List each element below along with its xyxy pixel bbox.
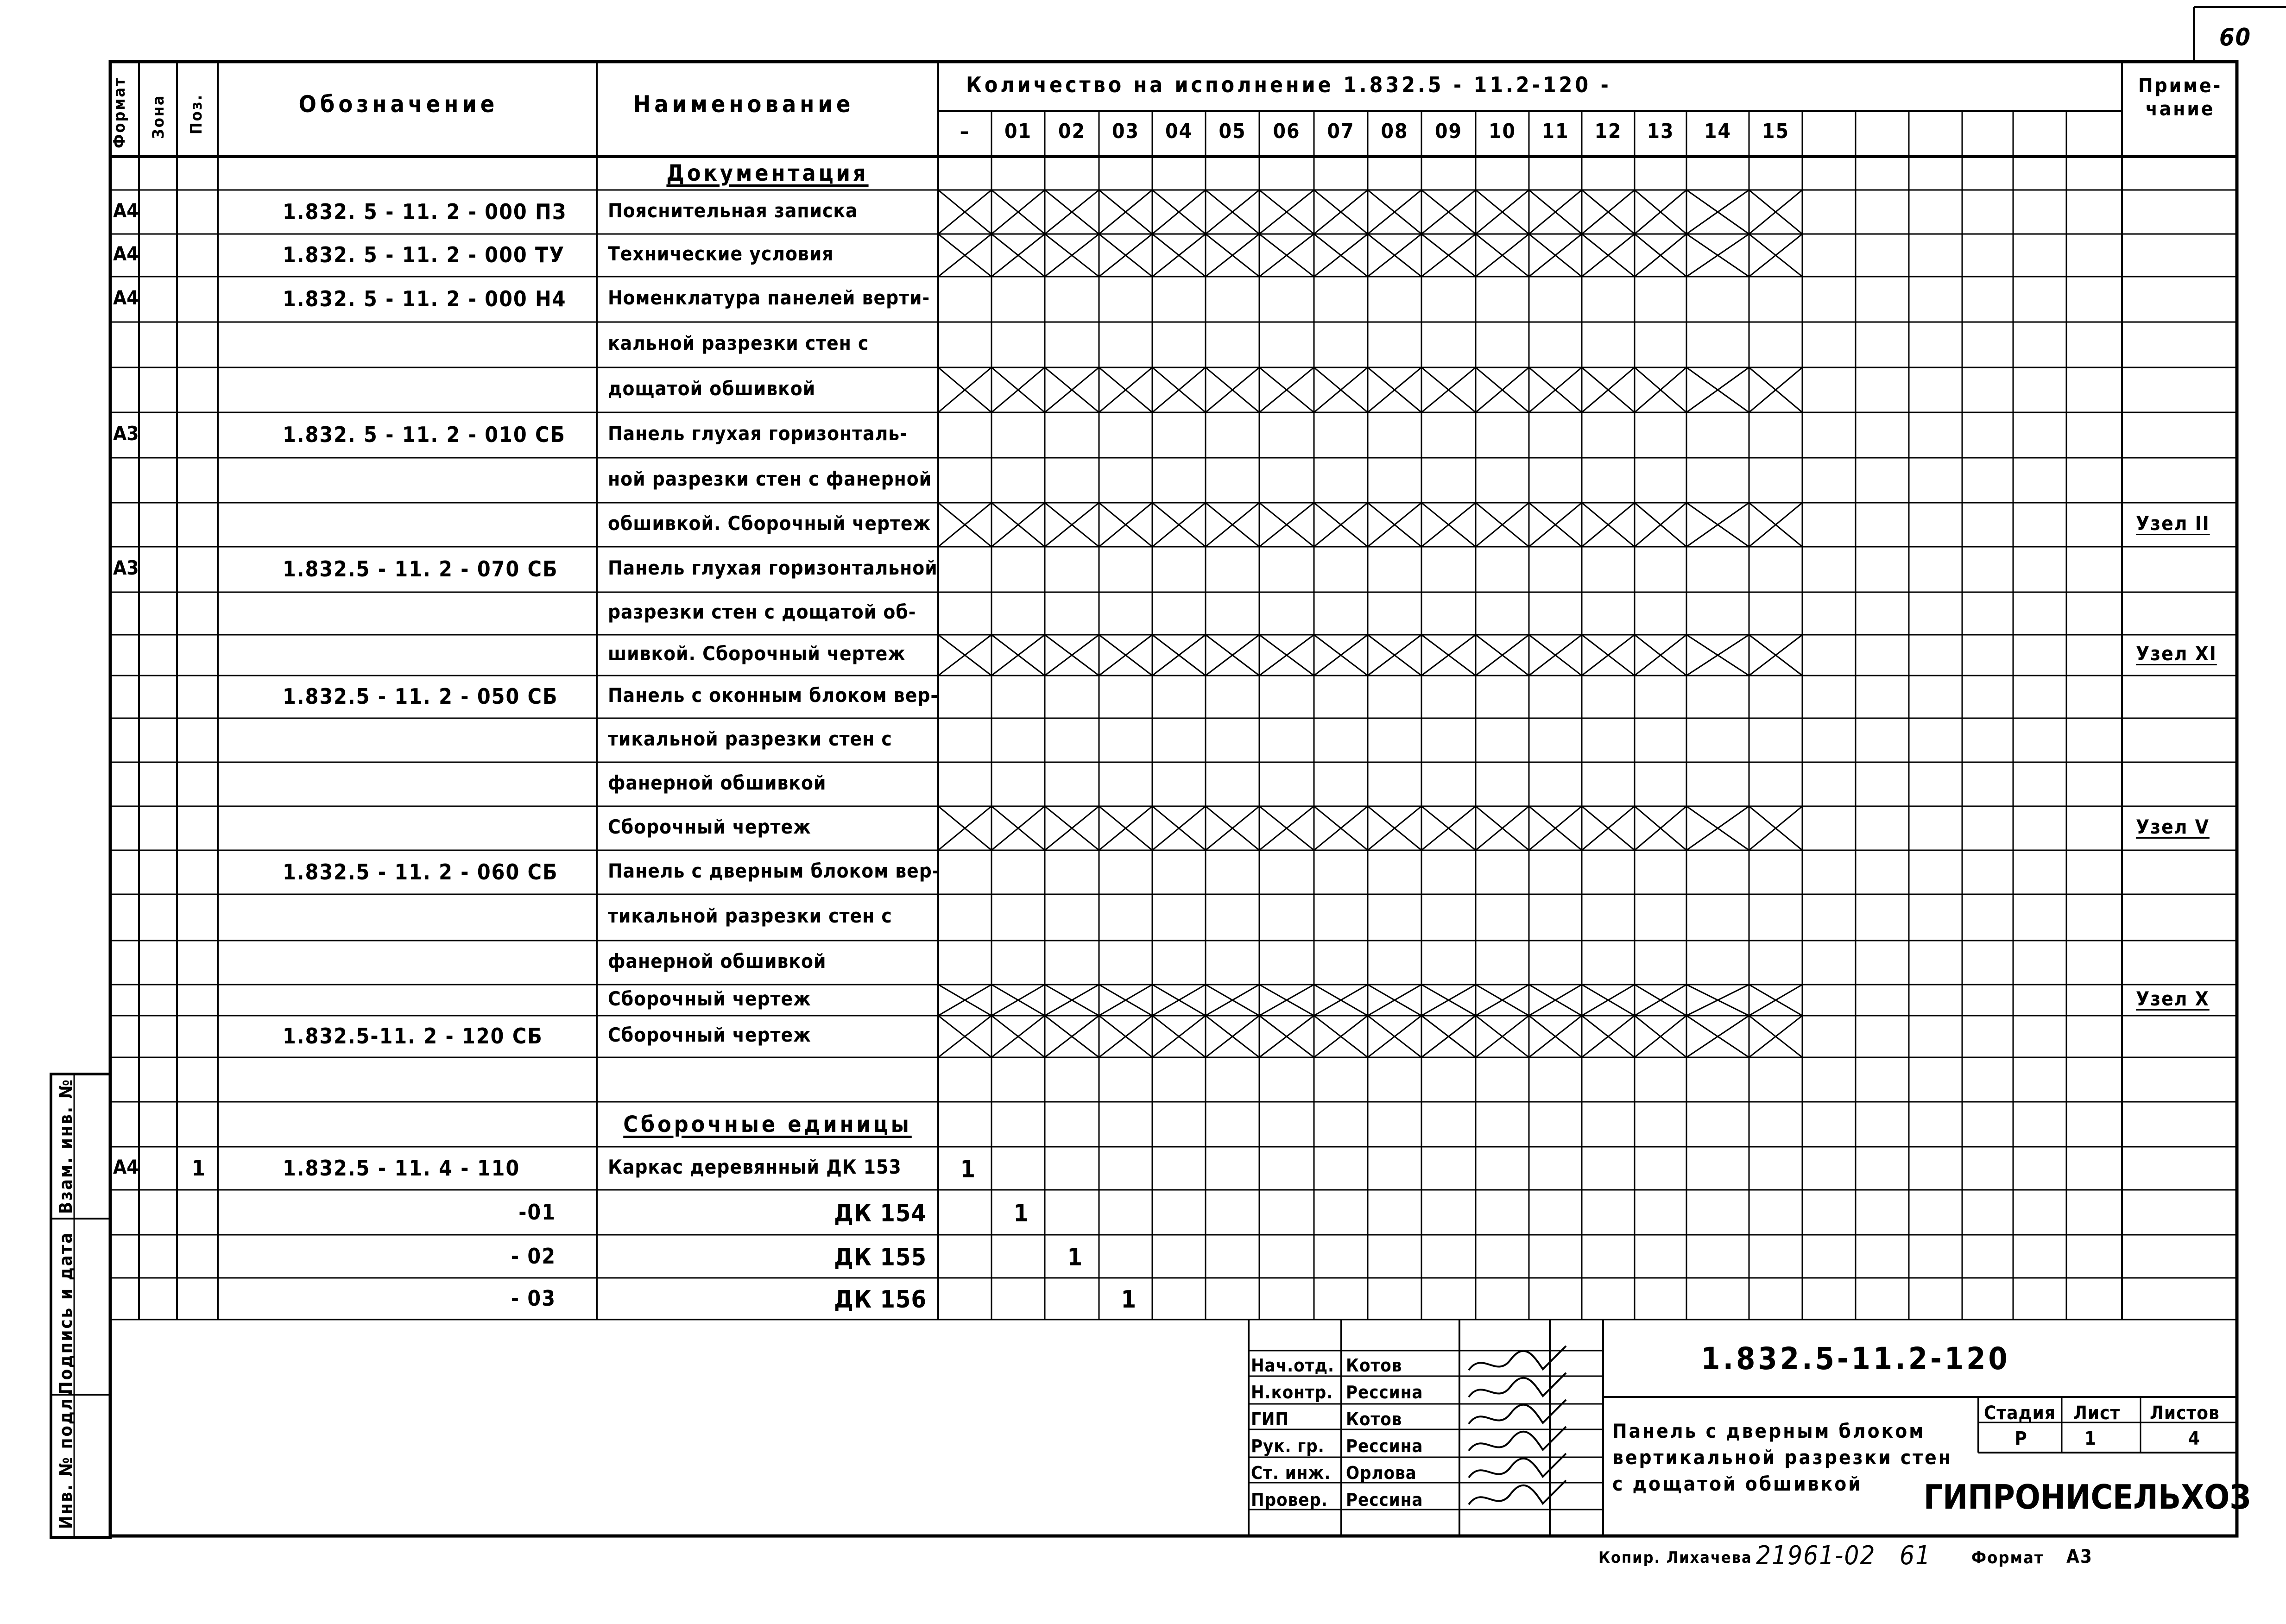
- sheet-label: Лист: [2073, 1403, 2121, 1424]
- variant-col-header: 10: [1488, 120, 1516, 143]
- header-quantity: Количество на исполнение 1.832.5 - 11.2-120 -: [966, 72, 1611, 97]
- footer-number: 21961-02: [1756, 1541, 1876, 1571]
- signature-scribble: [1469, 1427, 1566, 1451]
- row-name: фанерной обшивкой: [608, 949, 827, 973]
- row-designation: 1.832.5 - 11. 4 - 110: [283, 1155, 520, 1181]
- row-designation: 1.832. 5 - 11. 2 - 000 Н4: [283, 286, 567, 311]
- row-name: тикальной разрезки стен с: [608, 904, 892, 927]
- sheet-value: 1: [2084, 1428, 2097, 1449]
- row-quantity: 1: [960, 1155, 977, 1183]
- row-designation: 1.832.5 - 11. 2 - 070 СБ: [283, 556, 558, 581]
- row-name: ДК 155: [834, 1243, 927, 1271]
- header-format: Формат: [110, 76, 129, 148]
- row-name: Сборочный чертеж: [608, 815, 811, 838]
- tb-role: Ст. инж.: [1251, 1463, 1331, 1483]
- tb-name: Рессина: [1346, 1382, 1423, 1403]
- row-name: дощатой обшивкой: [608, 377, 816, 400]
- variant-col-header: 05: [1219, 120, 1246, 143]
- row-name: Панель с дверным блоком вер-: [608, 859, 940, 882]
- row-name: Номенклатура панелей верти-: [608, 286, 930, 309]
- header-zone: Зона: [149, 94, 168, 139]
- stage-value: Р: [2014, 1428, 2027, 1449]
- row-note: Узел XI: [2136, 642, 2217, 665]
- footer-format-label: Формат: [1971, 1548, 2044, 1567]
- variant-col-header: 06: [1273, 120, 1301, 143]
- header-designation: Обозначение: [298, 91, 499, 118]
- row-name: ДК 156: [834, 1286, 927, 1314]
- sheets-value: 4: [2188, 1428, 2201, 1449]
- margin-inv-podl: Инв. № подл.: [56, 1390, 76, 1529]
- row-name: Панель глухая горизонталь-: [608, 422, 908, 445]
- row-format: А3: [113, 422, 139, 445]
- row-name: Сборочный чертеж: [608, 1024, 811, 1046]
- footer-copied: Копир. Лихачева: [1598, 1548, 1752, 1567]
- row-designation: 1.832.5 - 11. 2 - 060 СБ: [283, 859, 558, 885]
- variant-col-header: 15: [1762, 120, 1790, 143]
- row-format: А4: [113, 1155, 139, 1178]
- tb-name: Котов: [1346, 1409, 1402, 1429]
- title-line-2: вертикальной разрезки стен: [1612, 1446, 1952, 1469]
- row-name: разрезки стен с дощатой об-: [608, 600, 916, 623]
- footer-format-value: А3: [2066, 1546, 2093, 1567]
- variant-col-header: 11: [1541, 120, 1569, 143]
- tb-role: Провер.: [1251, 1490, 1328, 1510]
- sheet-corner-number: 60: [2219, 24, 2252, 51]
- row-name: тикальной разрезки стен с: [608, 727, 892, 750]
- row-note: Узел II: [2136, 512, 2210, 535]
- tb-name: Рессина: [1346, 1490, 1423, 1510]
- variant-col-header: 04: [1165, 120, 1193, 143]
- row-designation: 1.832. 5 - 11. 2 - 000 ТУ: [283, 242, 565, 267]
- row-designation: 1.832. 5 - 11. 2 - 010 СБ: [283, 422, 566, 447]
- title-line-1: Панель с дверным блоком: [1612, 1420, 1926, 1442]
- row-name: обшивкой. Сборочный чертеж: [608, 512, 931, 535]
- signature-scribble: [1469, 1346, 1566, 1370]
- row-quantity: 1: [1067, 1243, 1084, 1271]
- row-name: Панель глухая горизонтальной: [608, 556, 938, 579]
- row-name: шивкой. Сборочный чертеж: [608, 642, 906, 665]
- stage-label: Стадия: [1984, 1403, 2056, 1424]
- variant-col-header: 13: [1647, 120, 1674, 143]
- row-quantity: 1: [1013, 1199, 1030, 1227]
- signature-scribble: [1469, 1480, 1566, 1504]
- variant-col-header: 02: [1058, 120, 1086, 143]
- row-designation: - 02: [511, 1243, 556, 1269]
- header-name: Наименование: [633, 91, 854, 118]
- variant-col-header: 09: [1434, 120, 1463, 143]
- row-designation: 1.832. 5 - 11. 2 - 000 ПЗ: [283, 199, 567, 224]
- row-name: ной разрезки стен с фанерной: [608, 467, 932, 490]
- row-note: Узел V: [2136, 815, 2210, 838]
- row-designation: 1.832.5 - 11. 2 - 050 СБ: [283, 684, 558, 709]
- row-format: А4: [113, 199, 139, 222]
- margin-podpis-data: Подпись и дата: [56, 1231, 76, 1395]
- header-pos: Поз.: [187, 93, 206, 134]
- doc-number: 1.832.5-11.2-120: [1701, 1341, 2010, 1377]
- row-name: Панель с оконным блоком вер-: [608, 684, 939, 707]
- variant-col-header: 12: [1594, 120, 1622, 143]
- row-format: А4: [113, 286, 139, 309]
- row-name: ДК 154: [834, 1199, 927, 1227]
- row-format: А3: [113, 556, 139, 579]
- tb-name: Рессина: [1346, 1436, 1423, 1456]
- tb-name: Котов: [1346, 1355, 1402, 1376]
- row-note: Узел X: [2136, 987, 2210, 1010]
- variant-col-header: –: [960, 120, 970, 143]
- row-designation: 1.832.5-11. 2 - 120 СБ: [283, 1024, 543, 1049]
- sheets-label: Листов: [2150, 1403, 2220, 1424]
- tb-role: Н.контр.: [1251, 1382, 1333, 1403]
- row-designation: - 03: [511, 1286, 556, 1311]
- tb-role: Нач.отд.: [1251, 1355, 1335, 1376]
- tb-name: Орлова: [1346, 1463, 1417, 1483]
- header-note: Приме- чание: [2138, 74, 2223, 120]
- title-line-3: с дощатой обшивкой: [1612, 1472, 1863, 1495]
- row-name: Сборочные единицы: [623, 1111, 912, 1137]
- tb-role: Рук. гр.: [1251, 1436, 1325, 1456]
- row-name: Сборочный чертеж: [608, 987, 811, 1010]
- row-name: Технические условия: [608, 242, 834, 265]
- row-format: А4: [113, 242, 139, 265]
- row-name: фанерной обшивкой: [608, 771, 827, 794]
- row-designation: -01: [518, 1199, 556, 1225]
- margin-vzam-inv: Взам. инв. №: [56, 1078, 76, 1214]
- variant-col-header: 14: [1704, 120, 1732, 143]
- variant-col-header: 08: [1381, 120, 1408, 143]
- row-pos: 1: [192, 1155, 206, 1181]
- variant-col-header: 01: [1004, 120, 1032, 143]
- variant-col-header: 07: [1327, 120, 1355, 143]
- row-name: кальной разрезки стен с: [608, 332, 869, 354]
- variant-col-header: 03: [1111, 120, 1140, 143]
- row-quantity: 1: [1121, 1286, 1137, 1314]
- org-name: ГИПРОНИСЕЛЬХОЗ: [1923, 1478, 2251, 1517]
- tb-role: ГИП: [1251, 1409, 1289, 1429]
- row-name: Документация: [666, 160, 869, 186]
- footer-page: 61: [1900, 1541, 1932, 1571]
- row-name: Пояснительная записка: [608, 199, 858, 222]
- row-name: Каркас деревянный ДК 153: [608, 1155, 902, 1178]
